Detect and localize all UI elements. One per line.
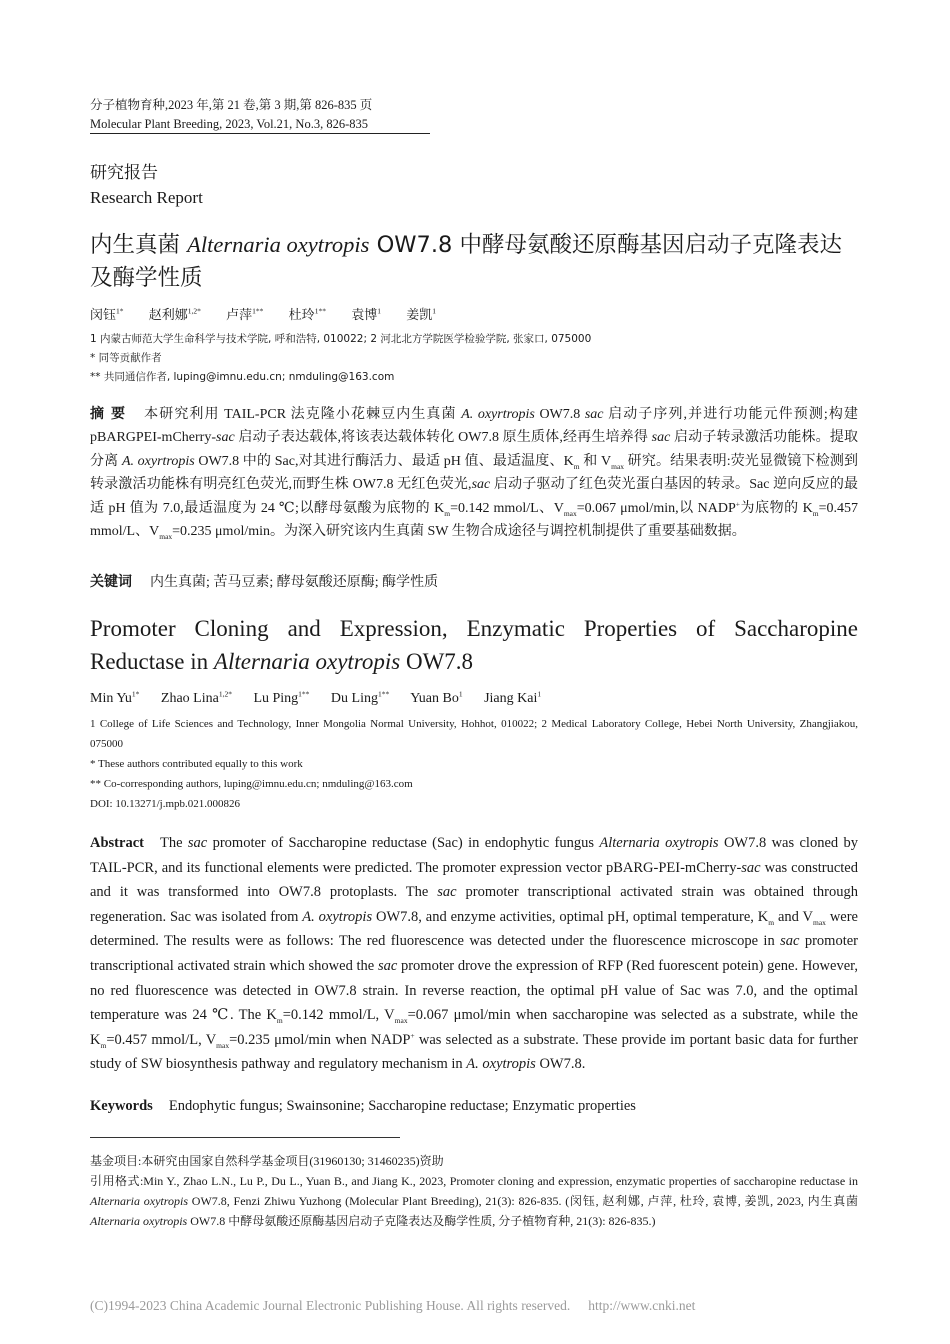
keywords-cn — [90, 571, 858, 594]
keywords-en — [90, 1098, 858, 1115]
journal-citation-cn: 分子植物育种,2023 年,第 21 卷,第 3 期,第 826-835 页 — [90, 98, 373, 112]
affiliation-line: 1 College of Life Sciences and Technology, Inner Mongolia Normal University, Hohhot, 010022; 2 Medical Laboratory College, Hebei North University, Zhangjiakou, 075000 — [90, 718, 858, 750]
footnotes — [90, 1151, 858, 1231]
affiliation-line: * 同等贡献作者 — [90, 352, 162, 364]
author-cn: 姜凯$^1$ — [406, 306, 436, 322]
title-cn: 内生真菌 Alternaria oxytropis OW7.8 中酵母氨酸还原酶基因启动子克隆表达及酶学性质 — [90, 232, 842, 291]
keywords-label-cn: 关键词 — [90, 574, 132, 590]
author-cn: 赵利娜$^{1,2*}$ — [148, 306, 201, 322]
affiliation-line: ** 共同通信作者, luping@imnu.edu.cn; nmduling@163.com — [90, 371, 395, 383]
author-en: Min $Yu^{1*}$ — [90, 689, 140, 706]
author-cn: 卢萍$^{1**}$ — [226, 306, 264, 322]
abstract-en: Abstract The sac promoter of Saccharopine reductase (Sac) in endophytic fungus Alternaria oxytropis OW7.8 was cloned by TAIL-PCR, and its functional elements were predicted. The promoter expression vector pBARG-PEI-mCherry-sac was constructed and it was transformed into OW7.8 protoplasts. The sac promoter transcriptional activated strain was obtained through regeneration. Sac was isolated from A. oxytropis OW7.8, and enzyme activities, optimal pH, optimal temperature, $K_m$ and $V_{max}$ were determined. The results were as follows: The red fluorescence was detected under the fluorescence microscope in sac promoter transcriptional activated strain which showed the sac promoter drove the expression of RFP (Red fuorescent potein) gene. However, no red fluorescence was detected in OW7.8 strain. In reverse reaction, the optimal pH value of Sac was 7.0, and the optimal temperature was 24 ℃. The $K_m=0.142$ mmol/L, $V_{max}=0.067$ μmol/min when saccharopine was selected as a substrate, while the $K_m=0.457$ mmol/L, $V_{max}=0.235$ μmol/min when NADP+ was selected as a substrate. These provide im portant basic data for further study of SW biosynthesis pathway and regulatory mechanism in A. oxytropis OW7.8. — [90, 835, 859, 1073]
authors-cn — [90, 304, 858, 323]
affiliation-line: 1 内蒙古师范大学生命科学与技术学院, 呼和浩特, 010022; 2 河北北方学院医学检验学院, 张家口, 075000 — [90, 333, 592, 345]
keywords-text-cn: 内生真菌; 苦马豆素; 酵母氨酸还原酶; 酶学性质 — [150, 575, 439, 590]
report-type-en: Research Report — [90, 188, 203, 207]
author-cn: 杜玲$^{1**}$ — [288, 306, 326, 322]
report-type-cn: 研究报告 — [90, 163, 158, 182]
author-en: Du Ling$^{1**}$ — [330, 689, 390, 706]
title-en: Promoter Cloning and Expression, Enzymatic Properties of Saccharopine Reductase in Alternaria oxytropis OW7.8 — [90, 616, 858, 674]
abstract-label-cn: 摘 要 — [90, 406, 127, 422]
affiliations-cn — [90, 330, 858, 387]
journal-header — [90, 96, 430, 134]
keywords-label-en: Keywords — [90, 1098, 153, 1114]
author-en: Lu Ping$^{1**}$ — [253, 689, 310, 706]
affiliations-en — [90, 714, 858, 814]
author-en: Jiang Kai$^1$ — [484, 689, 542, 706]
copyright-notice: (C)1994-2023 China Academic Journal Electronic Publishing House. All rights reserved. http://www.cnki.net — [90, 1298, 696, 1313]
authors-en — [90, 691, 858, 707]
doi: DOI: 10.13271/j.mpb.021.000826 — [90, 798, 241, 810]
funding-note: 基金项目:本研究由国家自然科学基金项目(31960130; 31460235)资助 — [90, 1154, 444, 1168]
abstract-label-en: Abstract — [90, 835, 144, 851]
author-cn: 闵钰$^{1*}$ — [90, 306, 124, 322]
journal-citation-en: Molecular Plant Breeding, 2023, Vol.21, No.3, 826-835 — [90, 115, 430, 134]
abstract-cn: 摘 要 本研究利用 TAIL-PCR 法克隆小花棘豆内生真菌 A. oxyrtropis OW7.8 sac 启动子序列,并进行功能元件预测;构建 pBARGPEI-mCherry-sac 启动子表达载体,将该表达载体转化 OW7.8 原生质体,经再生培养得 sac 启动子转录激活功能株。提取分离 A. oxyrtropis OW7.8 中的 Sac,对其进行酶活力、最适 pH 值、最适温度、$K_m$ 和 $V_{max}$ 研究。结果表明:荧光显微镜下检测到转录激活功能株有明亮红色荧光,而野生株 OW7.8 无红色荧光,sac 启动子驱动了红色荧光蛋白基因的转录。Sac 逆向反应的最适 pH 值为 7.0,最适温度为 24 ℃;以酵母氨酸为底物的 $K_m=0.142$ mmol/L、$V_{max}=0.067$ μmol/min,以 NADP+为底物的 $K_m=0.457$ mmol/L、$V_{max}=0.235$ μmol/min。为深入研究该内生真菌 SW 生物合成途径与调控机制提供了重要基础数据。 — [90, 406, 859, 541]
affiliation-line: * These authors contributed equally to this work — [90, 758, 303, 770]
affiliation-line: ** Co-corresponding authors, luping@imnu.edu.cn; nmduling@163.com — [90, 778, 413, 790]
author-en: Yuan Bo$^1$ — [410, 689, 463, 706]
report-type — [90, 160, 858, 210]
cnki-link[interactable]: http://www.cnki.net — [588, 1298, 696, 1313]
author-en: Zhao Lina$^{1,2*}$ — [160, 689, 232, 706]
species-name: Alternaria oxytropis — [213, 649, 401, 674]
keywords-text-en: Endophytic fungus; Swainsonine; Saccharopine reductase; Enzymatic properties — [168, 1098, 636, 1114]
author-cn: 袁博$^1$ — [351, 306, 381, 322]
species-name: Alternaria oxytropis — [187, 232, 370, 257]
citation-format: 引用格式:Min Y., Zhao L.N., Lu P., Du L., Yuan B., and Jiang K., 2023, Promoter cloning and expression, enzymatic properties of saccharopine reductase in Alternaria oxytropis OW7.8, Fenzi Zhiwu Yuzhong (Molecular Plant Breeding), 21(3): 826-835. (闵钰, 赵利娜, 卢萍, 杜玲, 袁博, 姜凯, 2023, 内生真菌 Alternaria oxytropis OW7.8 中酵母氨酸还原酶基因启动子克隆表达及酶学性质, 分子植物育种, 21(3): 826-835.) — [90, 1174, 858, 1228]
footnote-divider — [90, 1137, 400, 1138]
